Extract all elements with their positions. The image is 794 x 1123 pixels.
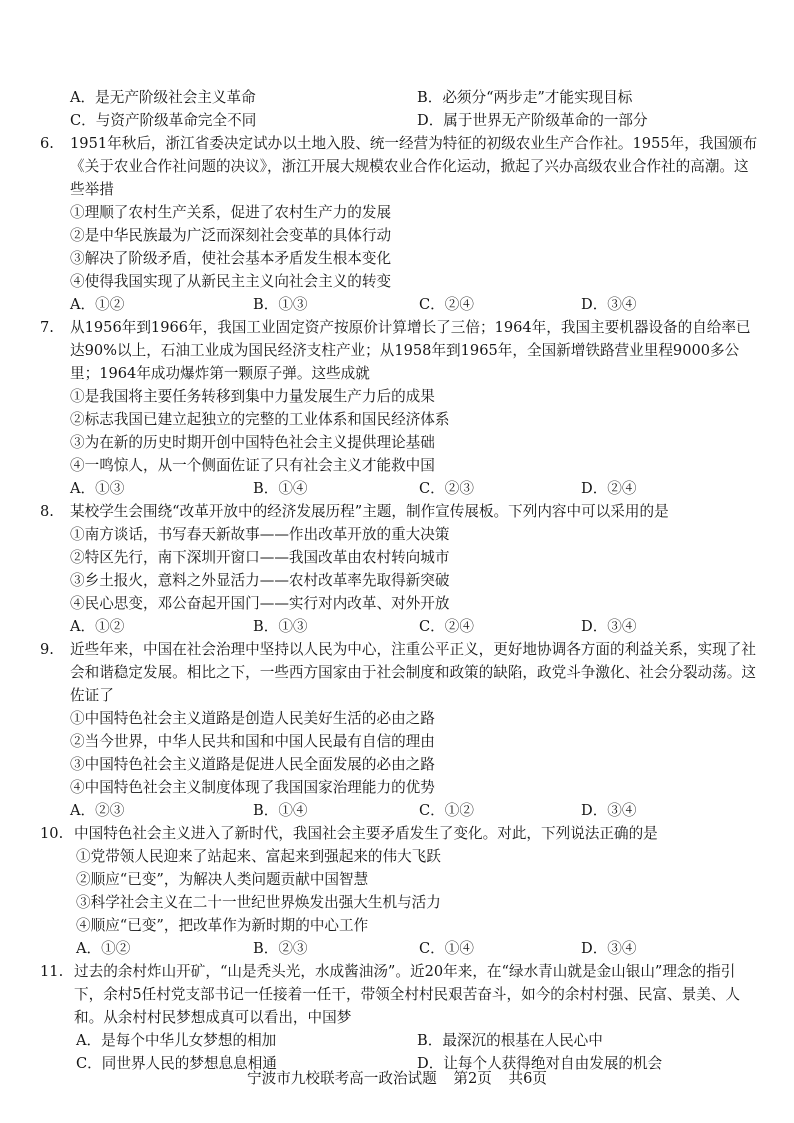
question-text: 近些年来，中国在社会治理中坚持以人民为中心，注重公平正义，更好地协调各方面的利益关系，实现了社会和谐稳定发展。相比之下，一些西方国家由于社会制度和政策的缺陷，政党斗争激化、社会分裂动荡。这佐证了: [70, 641, 756, 704]
option-a: A．是每个中华儿女梦想的相加: [76, 1032, 277, 1049]
option-c: C．同世界人民的梦想息息相通: [76, 1055, 277, 1072]
answer-options: [70, 799, 760, 822]
option-d: D．③④: [581, 802, 637, 819]
exam-page: [40, 86, 760, 1075]
question-stem: [40, 638, 760, 707]
option-d: D．③④: [581, 940, 637, 957]
answer-options: [70, 615, 760, 638]
question-6: [40, 132, 760, 316]
statement-1: ①是我国将主要任务转移到集中力量发展生产力后的成果: [70, 388, 435, 405]
page-footer: [0, 1067, 794, 1090]
option-d: D．属于世界无产阶级革命的一部分: [417, 112, 648, 129]
option-b: B．②③: [253, 940, 308, 957]
option-c: C．②④: [419, 296, 474, 313]
question-stem: [40, 132, 760, 201]
option-a: A．①②: [76, 940, 131, 957]
question-number: 10.: [40, 825, 64, 842]
statement-1: ①南方谈话，书写春天新故事——作出改革开放的重大决策: [70, 526, 450, 543]
statement-2: ②特区先行，南下深圳开窗口——我国改革由农村转向城市: [70, 549, 450, 566]
statement-1: ①党带领人民迎来了站起来、富起来到强起来的伟大飞跃: [76, 848, 441, 865]
answer-options: [70, 293, 760, 316]
answer-options-row-1: [76, 1029, 760, 1052]
page-number: 第2页: [453, 1070, 492, 1087]
option-b: B．①③: [253, 296, 308, 313]
question-text: 1951年秋后，浙江省委决定试办以土地入股、统一经营为特征的初级农业生产合作社。1955年，我国颁布《关于农业合作社问题的决议》，浙江开展大规模农业合作化运动，掀起了兴办高级农业合作社的高潮。这些举措: [70, 135, 758, 198]
question-number: 9.: [40, 641, 54, 658]
question-10: [40, 822, 760, 960]
prev-question-options-row-1: [40, 86, 760, 109]
prev-question-options-row-2: [40, 109, 760, 132]
option-b: B．①③: [253, 618, 308, 635]
statement-4: ④顺应“已变”，把改革作为新时期的中心工作: [76, 917, 369, 934]
statement-2: ②标志我国已建立起独立的完整的工业体系和国民经济体系: [70, 411, 450, 428]
option-c: C．②③: [419, 480, 474, 497]
statement-3: ③解决了阶级矛盾，使社会基本矛盾发生根本变化: [70, 250, 392, 267]
question-number: 6.: [40, 135, 54, 152]
question-stem: [40, 822, 760, 845]
option-d: D．③④: [581, 618, 637, 635]
question-number: 7.: [40, 319, 54, 336]
question-text: 某校学生会围绕“改革开放中的经济发展历程”主题，制作宣传展板。下列内容中可以采用的是: [70, 503, 669, 520]
option-b: B．最深沉的根基在人民心中: [417, 1032, 603, 1049]
option-d: D．②④: [581, 480, 637, 497]
option-a: A．是无产阶级社会主义革命: [70, 89, 256, 106]
statement-4: ④一鸣惊人，从一个侧面佐证了只有社会主义才能救中国: [70, 457, 435, 474]
question-11: [40, 960, 760, 1075]
option-d: D．③④: [581, 296, 637, 313]
option-b: B．必须分“两步走”才能实现目标: [417, 89, 633, 106]
question-number: 8.: [40, 503, 54, 520]
option-a: A．①③: [70, 480, 125, 497]
option-c: C．与资产阶级革命完全不同: [70, 112, 257, 129]
option-c: C．①②: [419, 802, 474, 819]
exam-title: 宁波市九校联考高一政治试题: [247, 1070, 437, 1087]
statement-2: ②顺应“已变”，为解决人类问题贡献中国智慧: [76, 871, 369, 888]
statement-4: ④民心思变，邓公奋起开国门——实行对内改革、对外开放: [70, 595, 450, 612]
option-b: B．①④: [253, 802, 308, 819]
answer-options: [76, 937, 760, 960]
option-a: A．①②: [70, 618, 125, 635]
option-b: B．①④: [253, 480, 308, 497]
statement-3: ③乡土报火，意料之外显活力——农村改革率先取得新突破: [70, 572, 450, 589]
statement-1: ①理顺了农村生产关系，促进了农村生产力的发展: [70, 204, 392, 221]
question-stem: [40, 960, 760, 1029]
statement-4: ④中国特色社会主义制度体现了我国国家治理能力的优势: [70, 779, 435, 796]
option-a: A．①②: [70, 296, 125, 313]
statement-1: ①中国特色社会主义道路是创造人民美好生活的必由之路: [70, 710, 435, 727]
question-text: 中国特色社会主义进入了新时代，我国社会主要矛盾发生了变化。对此，下列说法正确的是: [74, 825, 658, 842]
question-7: [40, 316, 760, 500]
question-stem: [40, 316, 760, 385]
option-c: C．①④: [419, 940, 474, 957]
question-text: 从1956年到1966年，我国工业固定资产按原价计算增长了三倍；1964年，我国主要机器设备的自给率已达90%以上，石油工业成为国民经济支柱产业；从1958年到1965年，全国新增铁路营业里程9000多公里；1964年成功爆炸第一颗原子弹。这些成就: [70, 319, 751, 382]
option-c: C．②④: [419, 618, 474, 635]
statement-3: ③为在新的历史时期开创中国特色社会主义提供理论基础: [70, 434, 435, 451]
question-number: 11.: [40, 963, 64, 980]
statement-2: ②当今世界，中华人民共和国和中国人民最有自信的理由: [70, 733, 435, 750]
question-8: [40, 500, 760, 638]
answer-options: [70, 477, 760, 500]
option-a: A．②③: [70, 802, 125, 819]
option-d: D．让每个人获得绝对自由发展的机会: [417, 1055, 663, 1072]
question-text: 过去的余村炸山开矿，“山是秃头光，水成酱油汤”。近20年来，在“绿水青山就是金山银山”理念的指引下，余村5任村党支部书记一任接着一任干，带领全村村民艰苦奋斗，如今的余村村强、民富、景美、人和。从余村村民梦想成真可以看出，中国梦: [74, 963, 741, 1026]
question-stem: [40, 500, 760, 523]
statement-4: ④使得我国实现了从新民主主义向社会主义的转变: [70, 273, 392, 290]
question-9: [40, 638, 760, 822]
statement-3: ③科学社会主义在二十一世纪世界焕发出强大生机与活力: [76, 894, 441, 911]
page-total: 共6页: [508, 1070, 547, 1087]
statement-2: ②是中华民族最为广泛而深刻社会变革的具体行动: [70, 227, 392, 244]
statement-3: ③中国特色社会主义道路是促进人民全面发展的必由之路: [70, 756, 435, 773]
